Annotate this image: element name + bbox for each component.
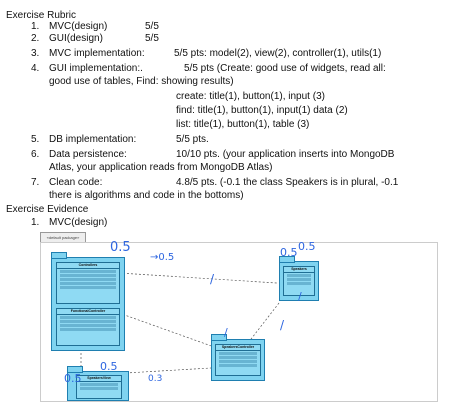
annotation-score: 0.5 bbox=[64, 372, 82, 385]
rubric-item-label: MVC implementation: bbox=[49, 48, 145, 59]
evidence-heading: Exercise Evidence bbox=[6, 204, 89, 215]
rubric-item-num: 6. bbox=[31, 149, 40, 160]
rubric-item-num: 4. bbox=[31, 63, 40, 74]
rubric-item-continuation: Atlas, your application reads from MongoDB Atlas) bbox=[49, 162, 273, 173]
rubric-item-score: 5/5 pts. bbox=[176, 134, 209, 145]
diagram-tab[interactable]: «default package» bbox=[40, 232, 86, 243]
annotation-score: 0.5 bbox=[100, 360, 118, 373]
speakers-class[interactable]: Speakers bbox=[283, 266, 315, 296]
rubric-item-label: DB implementation: bbox=[49, 134, 137, 145]
rubric-item-score: 5/5 bbox=[145, 33, 159, 44]
diagram-canvas bbox=[40, 242, 438, 402]
controllers-class[interactable]: Controllers bbox=[56, 262, 120, 304]
rubric-item-score: 5/5 bbox=[145, 21, 159, 32]
rubric-item-num: 3. bbox=[31, 48, 40, 59]
annotation-score: 0.5 bbox=[110, 240, 131, 255]
annotation-mark: / bbox=[298, 290, 302, 303]
speakers-controller-class[interactable]: SpeakersController bbox=[215, 344, 261, 376]
annotation-score: 0.3 bbox=[148, 374, 163, 384]
rubric-heading: Exercise Rubric bbox=[6, 10, 77, 21]
speakers-controller-package[interactable] bbox=[211, 339, 265, 381]
evidence-item-num: 1. bbox=[31, 217, 40, 228]
rubric-item-detail: create: title(1), button(1), input (3) bbox=[176, 91, 325, 102]
rubric-item-label: Data persistence: bbox=[49, 149, 127, 160]
rubric-item-label: Clean code: bbox=[49, 177, 103, 188]
rubric-item-score: 4.8/5 pts. (-0.1 the class Speakers is in plural, -0.1 bbox=[176, 177, 399, 188]
rubric-item-num: 7. bbox=[31, 177, 40, 188]
annotation-mark: / bbox=[224, 326, 228, 339]
annotation-score: 0.5 bbox=[298, 240, 316, 253]
controllers-package[interactable] bbox=[51, 257, 125, 351]
rubric-item-num: 5. bbox=[31, 134, 40, 145]
functional-controller-class[interactable]: FunctionalController bbox=[56, 308, 120, 346]
rubric-item-num: 1. bbox=[31, 21, 40, 32]
rubric-item-score: 10/10 pts. (your application inserts into MongoDB bbox=[176, 149, 395, 160]
uml-diagram bbox=[40, 232, 440, 402]
rubric-item-detail: list: title(1), button(1), table (3) bbox=[176, 119, 310, 130]
rubric-item-score: 5/5 pts: model(2), view(2), controller(1), utils(1) bbox=[174, 48, 382, 59]
rubric-item-detail: find: title(1), button(1), input(1) data (2) bbox=[176, 105, 348, 116]
rubric-item-score: 5/5 pts (Create: good use of widgets, read all: bbox=[184, 63, 386, 74]
rubric-item-num: 2. bbox=[31, 33, 40, 44]
speakers-view-class[interactable]: SpeakersView bbox=[76, 375, 122, 399]
annotation-score: →0.5 bbox=[150, 252, 175, 263]
rubric-item-label: GUI implementation:. bbox=[49, 63, 143, 74]
rubric-item-label: MVC(design) bbox=[49, 21, 108, 32]
rubric-item-continuation: there is algorithms and code in the bottoms) bbox=[49, 190, 244, 201]
annotation-mark: / bbox=[210, 272, 215, 286]
rubric-item-continuation: good use of tables, Find: showing results) bbox=[49, 76, 234, 87]
rubric-item-label: GUI(design) bbox=[49, 33, 103, 44]
annotation-mark: / bbox=[280, 318, 285, 332]
annotation-score: 0.5 bbox=[280, 246, 298, 259]
evidence-item-label: MVC(design) bbox=[49, 217, 108, 228]
